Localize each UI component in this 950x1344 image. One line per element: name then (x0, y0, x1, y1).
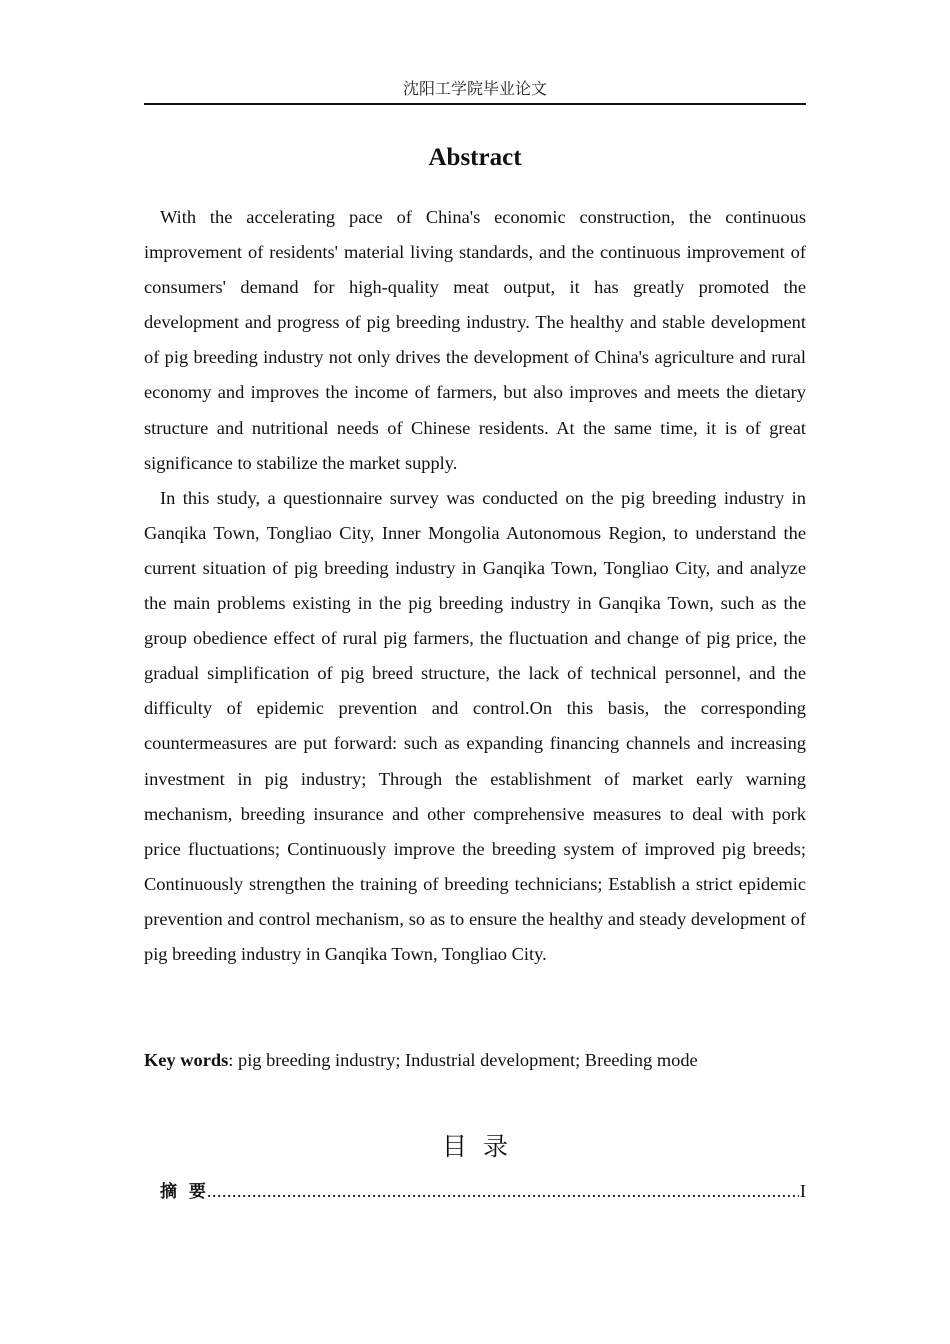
toc-leader-dots (207, 1177, 799, 1205)
abstract-title: Abstract (428, 144, 522, 171)
abstract-body (144, 200, 806, 972)
toc-entry-page: I (799, 1181, 806, 1201)
toc-title-text: 目 录 (442, 1132, 508, 1161)
keywords-label: Key words (144, 1050, 229, 1070)
running-header: 沈阳工学院毕业论文 (402, 79, 547, 98)
toc-entry[interactable] (160, 1177, 806, 1206)
abstract-paragraph-2: In this study, a questionnaire survey was conducted on the pig breeding industry in Ganqika Town, Tongliao City, Inner Mongolia Autonomous Region, to understand the current situation of pig breeding industry in Ganqika Town, Tongliao City, and analyze the main problems existing in the pig breeding industry in Ganqika Town, such as the group obedience effect of rural pig farmers, the fluctuation and change of pig price, the gradual simplification of pig breed structure, the lack of technical personnel, and the difficulty of epidemic prevention and control.On this basis, the corresponding countermeasures are put forward: such as expanding financing channels and increasing investment in pig industry; Through the establishment of market early warning mechanism, breeding insurance and other comprehensive measures to deal with pork price fluctuations; Continuously improve the breeding system of improved pig breeds; Continuously strengthen the training of breeding technicians; Establish a strict epidemic prevention and control mechanism, so as to ensure the healthy and steady development of pig breeding industry in Ganqika Town, Tongliao City. (144, 487, 806, 964)
header-rule (144, 103, 806, 105)
toc-title (144, 1130, 806, 1164)
keywords-line (144, 1043, 806, 1078)
keywords-text: : pig breeding industry; Industrial development; Breeding mode (228, 1050, 698, 1070)
abstract-paragraph-1: With the accelerating pace of China's economic construction, the continuous improvement of residents' material living standards, and the continuous improvement of consumers' demand for high-quality meat output, it has greatly promoted the development and progress of pig breeding industry. The healthy and stable development of pig breeding industry not only drives the development of China's agriculture and rural economy and improves the income of farmers, but also improves and meets the dietary structure and nutritional needs of Chinese residents. At the same time, it is of great significance to stabilize the market supply. (144, 207, 806, 473)
toc-entry-label: 摘 要 (160, 1182, 206, 1202)
